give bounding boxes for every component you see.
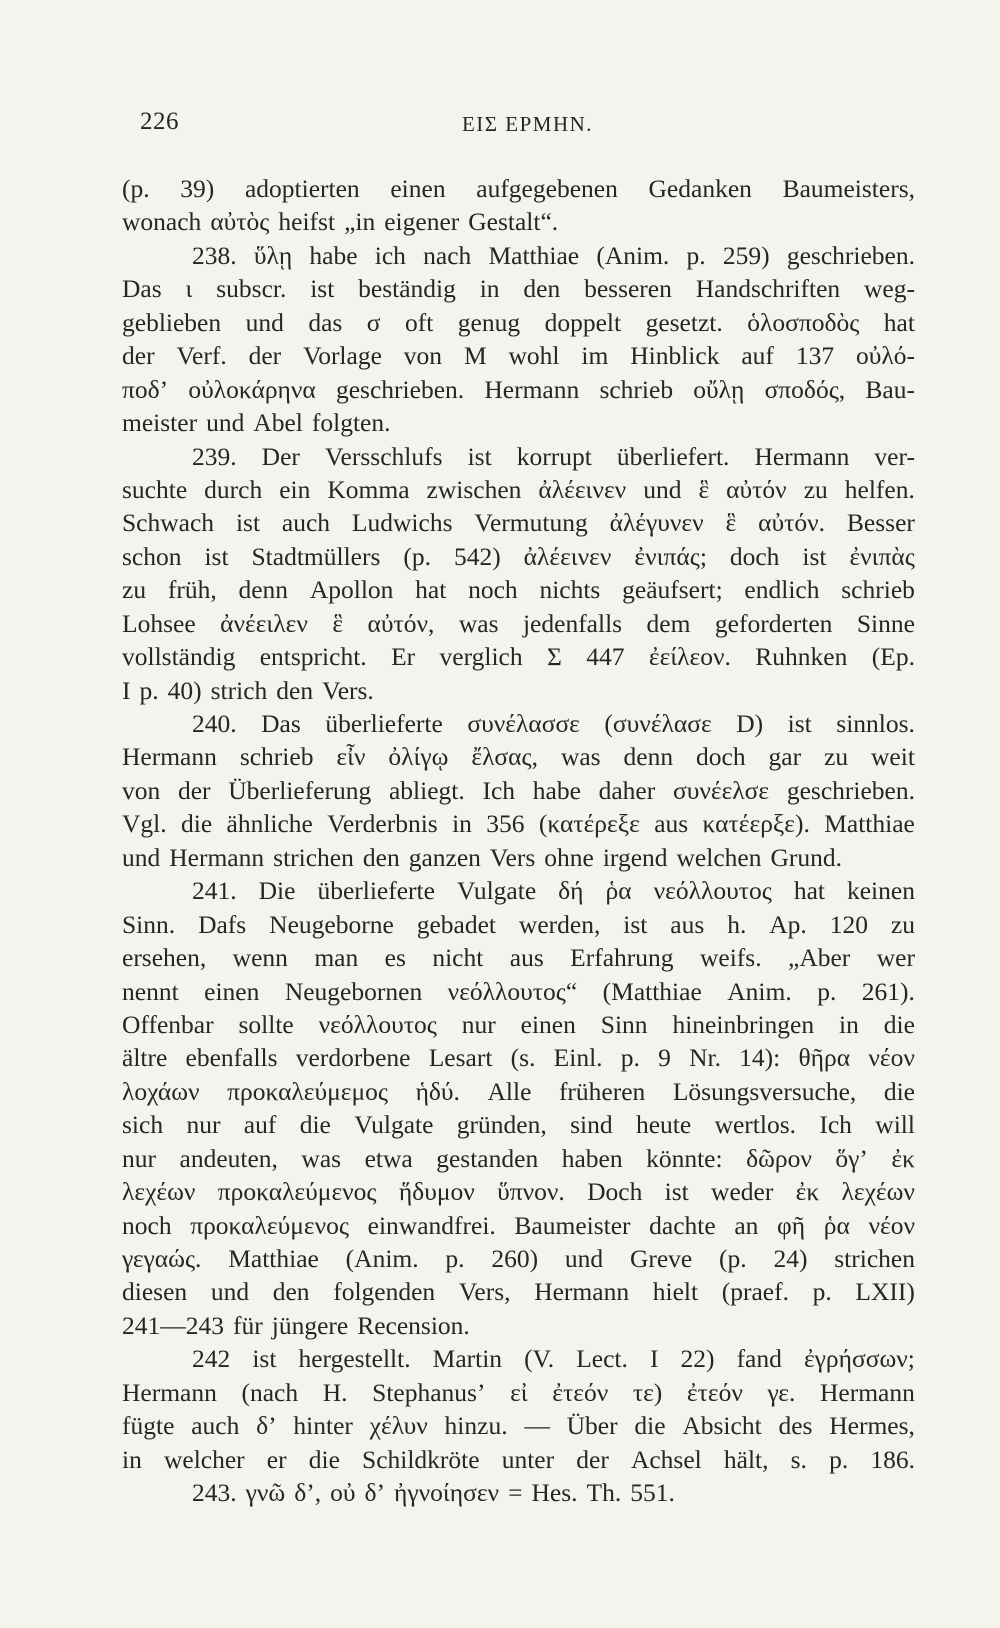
text-line: λοχάων προκαλεύμεμος ἡδύ. Alle früheren Lösungsversuche, die [122, 1076, 915, 1106]
text-line: I p. 40) strich den Vers. [122, 675, 374, 705]
text-line: in welcher er die Schildkröte unter der Achsel hält, s. p. 186. [122, 1444, 915, 1474]
text-line: λεχέων προκαλεύμενος ἥδυμον ὕπνον. Doch ist weder ἐκ λεχέων [122, 1177, 915, 1207]
text-line: meister und Abel folgten. [122, 408, 391, 438]
text-line: ersehen, wenn man es nicht aus Erfahrung weifs. „Aber wer [122, 943, 915, 973]
text-line: vollständig entspricht. Er verglich Σ 447 ἐείλεον. Ruhnken (Ep. [122, 642, 915, 672]
text-line: (p. 39) adoptierten einen aufgegebenen Gedanken Baumeisters, [122, 174, 915, 203]
text-line: nur andeuten, was etwa gestanden haben könnte: δῶρον ὅγ’ ἐκ [122, 1143, 915, 1173]
text-line: 243. γνῶ δ’, οὐ δ’ ἠγνοίησεν = Hes. Th. 551. [192, 1478, 675, 1508]
text-line: Vgl. die ähnliche Verderbnis in 356 (κατέρεξε aus κατέερξε). Matthiae [122, 809, 915, 839]
text-line: sich nur auf die Vulgate gründen, sind heute wertlos. Ich will [122, 1110, 915, 1140]
text-line: geblieben und das σ oft genug doppelt gesetzt. ὁλοσποδὸς hat [122, 307, 915, 337]
text-line: Hermann (nach H. Stephanus’ εἰ ἐτεόν τε) ἐτεόν γε. Hermann [122, 1377, 915, 1407]
text-line: ποδ’ οὐλοκάρηνα geschrieben. Hermann schrieb οὔλῃ σποδός, Bau- [122, 374, 915, 404]
text-line: fügte auch δ’ hinter χέλυν hinzu. — Über die Absicht des Hermes, [122, 1411, 915, 1441]
text-line: der Verf. der Vorlage von M wohl im Hinblick auf 137 οὐλό- [122, 341, 915, 371]
text-line: wonach αὐτὸς heifst „in eigener Gestalt“. [122, 207, 559, 237]
text-line: γεγαώς. Matthiae (Anim. p. 260) und Greve (p. 24) strichen [122, 1244, 915, 1273]
text-line: Sinn. Dafs Neugeborne gebadet werden, ist aus h. Ap. 120 zu [122, 909, 915, 939]
page-number: 226 [140, 108, 179, 135]
text-line: suchte durch ein Komma zwischen ἀλέεινεν und ἓ αὐτόν zu helfen. [122, 474, 915, 504]
text-line: Schwach ist auch Ludwichs Vermutung ἀλέγυνεν ἓ αὐτόν. Besser [122, 508, 915, 538]
text-line: schon ist Stadtmüllers (p. 542) ἀλέεινεν ἐνιπάς; doch ist ἐνιπὰς [122, 541, 915, 571]
text-line: ältre ebenfalls verdorbene Lesart (s. Einl. p. 9 Nr. 14): θῆρα νέον [122, 1043, 915, 1073]
commentary-text [122, 172, 915, 1510]
text-line: 242 ist hergestellt. Martin (V. Lect. I 22) fand ἐγρήσσων; [192, 1344, 915, 1374]
text-line: 241—243 für jüngere Recension. [122, 1310, 470, 1340]
text-line: 239. Der Versschlufs ist korrupt überliefert. Hermann ver- [192, 441, 915, 471]
text-line: Offenbar sollte νεόλλουτος nur einen Sinn hineinbringen in die [122, 1009, 915, 1039]
text-line: Lohsee ἀνέειλεν ἓ αὐτόν, was jedenfalls dem geforderten Sinne [122, 608, 915, 638]
text-line: nennt einen Neugebornen νεόλλουτος“ (Matthiae Anim. p. 261). [122, 976, 915, 1006]
text-line: von der Überlieferung abliegt. Ich habe daher συνέελσε geschrieben. [122, 775, 915, 805]
text-line: zu früh, denn Apollon hat noch nichts geäufsert; endlich schrieb [122, 575, 915, 605]
page-header [140, 108, 915, 144]
text-line: diesen und den folgenden Vers, Hermann hielt (praef. p. LXII) [122, 1277, 915, 1307]
running-head: ΕΙΣ ΕΡΜΗΝ. [461, 112, 594, 136]
text-line: 240. Das überlieferte συνέλασσε (συνέλασε D) ist sinnlos. [192, 709, 915, 738]
text-line: 241. Die überlieferte Vulgate δή ῥα νεόλλουτος hat keinen [192, 876, 915, 906]
text-line: Das ι subscr. ist beständig in den besseren Handschriften weg- [122, 274, 915, 304]
text-line: und Hermann strichen den ganzen Vers ohne irgend welchen Grund. [122, 842, 843, 872]
text-line: noch προκαλεύμενος einwandfrei. Baumeister dachte an φῆ ῥα νέον [122, 1210, 915, 1240]
text-line: Hermann schrieb εἶν ὀλίγῳ ἔλσας, was denn doch gar zu weit [122, 742, 915, 772]
text-line: 238. ὕλῃ habe ich nach Matthiae (Anim. p. 259) geschrieben. [192, 240, 915, 270]
